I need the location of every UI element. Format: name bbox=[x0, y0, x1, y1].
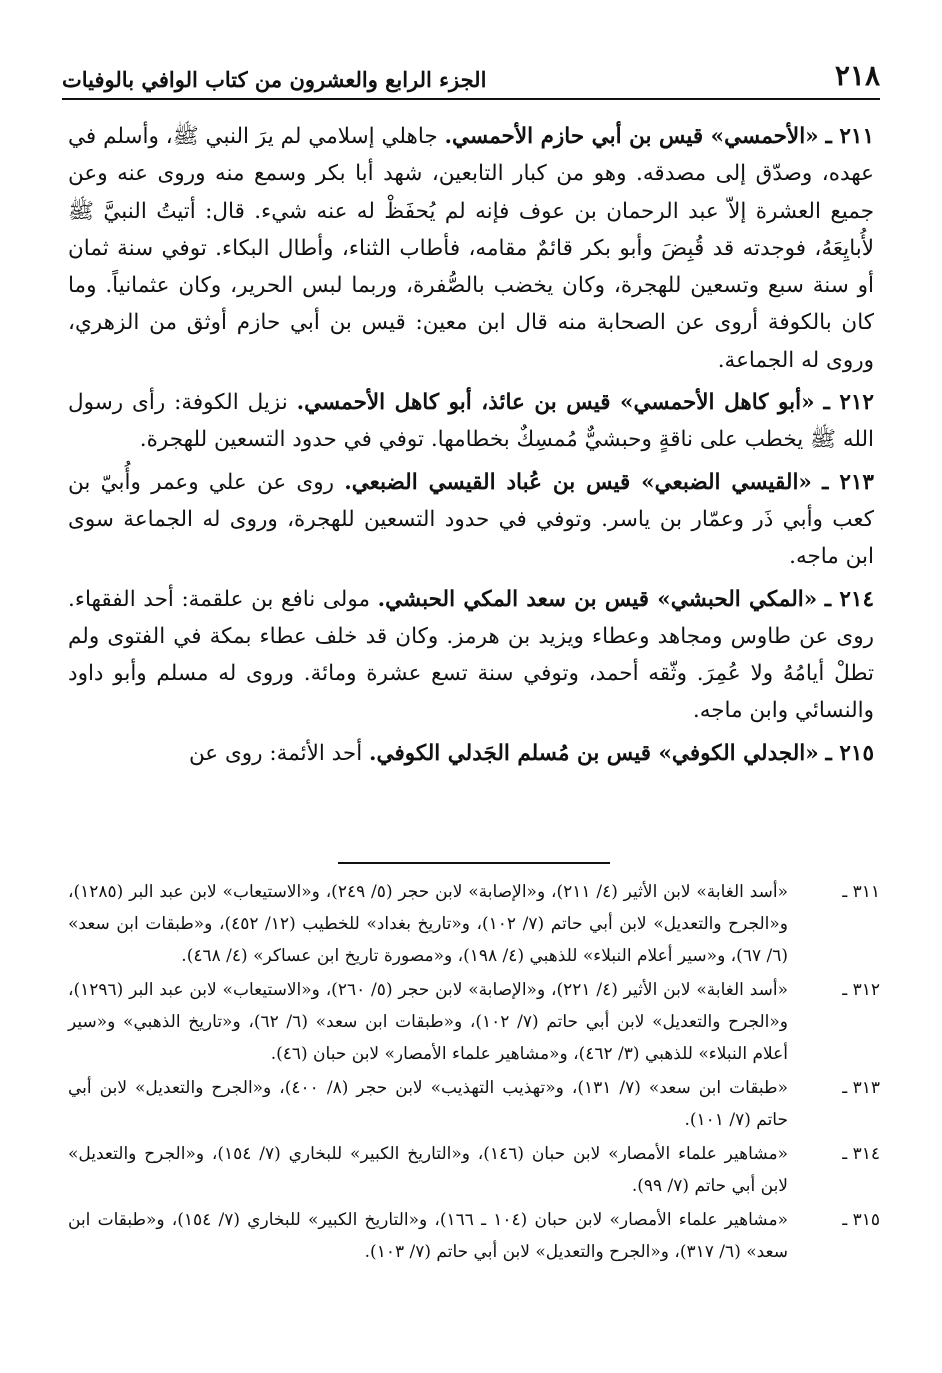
footnote-text: «أسد الغابة» لابن الأثير (٤/ ٢١١)، و«الإصابة» لابن حجر (٥/ ٢٤٩)، و«الاستيعاب» لابن عبد البر (١٢٨٥)، و«الجرح والتعديل» لابن أبي حاتم (٧/ ١٠٢)، و«تاريخ بغداد» للخطيب (١٢/ ٤٥٢)، و«طبقات ابن سعد» (٦/ ٦٧)، و«سير أعلام النبلاء» للذهبي (٤/ ١٩٨)، و«مصورة تاريخ ابن عساكر» (٤/ ٤٦٨). bbox=[68, 882, 788, 966]
entry-body: روى عن علي وعمر وأُبيّ بن كعب وأبي ذَر وعمّار بن ياسر. وتوفي في حدود التسعين للهجرة، وروى له الجماعة سوى ابن ماجه. bbox=[68, 469, 874, 570]
entry-213 bbox=[68, 464, 874, 576]
footnote-number: ٣١٥ ـ bbox=[842, 1210, 880, 1230]
page-header bbox=[62, 52, 880, 100]
footnote-number: ٣١١ ـ bbox=[842, 882, 880, 902]
entry-number: ٢١٢ ـ bbox=[823, 390, 874, 416]
footnote-text: «طبقات ابن سعد» (٧/ ١٣١)، و«تهذيب التهذيب» لابن حجر (٨/ ٤٠٠)، و«الجرح والتعديل» لابن أبي حاتم (٧/ ١٠١). bbox=[68, 1078, 788, 1130]
entry-number: ٢١٣ ـ bbox=[822, 469, 874, 495]
entry-body: مولى نافع بن علقمة: أحد الفقهاء. روى عن طاوس ومجاهد وعطاء ويزيد بن هرمز. وكان قد خلف عطاء بمكة في الفتوى ولم تطلْ أيامُهُ ولا عُمِرَ. وثّقه أحمد، وتوفي سنة تسع عشرة ومائة. وروى له مسلم وأبو داود والنسائي وابن ماجه. bbox=[68, 586, 874, 724]
footnote-311 bbox=[68, 876, 880, 972]
footnote-number: ٣١٣ ـ bbox=[842, 1078, 880, 1098]
entry-title: «أبو كاهل الأحمسي» قيس بن عائذ، أبو كاهل الأحمسي. bbox=[296, 390, 815, 416]
entry-body: أحد الأئمة: روى عن bbox=[188, 740, 363, 766]
footnote-separator bbox=[338, 862, 610, 864]
entry-211 bbox=[68, 118, 874, 379]
entry-number: ٢١١ ـ bbox=[825, 124, 874, 149]
footnote-312 bbox=[68, 974, 880, 1070]
entry-title: «القيسي الضبعي» قيس بن عُباد القيسي الضبعي. bbox=[344, 469, 812, 495]
entry-title: «الجدلي الكوفي» قيس بن مُسلم الجَدلي الكوفي. bbox=[369, 740, 819, 766]
footnote-number: ٣١٢ ـ bbox=[842, 980, 880, 1000]
footnote-text: «مشاهير علماء الأمصار» لابن حبان (١٠٤ ـ ١٦٦)، و«التاريخ الكبير» للبخاري (٧/ ١٥٤)، و«طبقات ابن سعد» (٦/ ٣١٧)، و«الجرح والتعديل» لابن أبي حاتم (٧/ ١٠٣). bbox=[68, 1210, 788, 1262]
entry-215 bbox=[68, 735, 874, 772]
footnote-text: «أسد الغابة» لابن الأثير (٤/ ٢٢١)، و«الإصابة» لابن حجر (٥/ ٢٦٠)، و«الاستيعاب» لابن عبد البر (١٢٩٦)، و«الجرح والتعديل» لابن أبي حاتم (٧/ ١٠٢)، و«طبقات ابن سعد» (٦/ ٦٢)، و«تاريخ الذهبي» و«سير أعلام النبلاء» للذهبي (٣/ ٤٦٢)، و«مشاهير علماء الأمصار» لابن حبان (٤٦). bbox=[68, 980, 789, 1064]
page-number: ٢١٨ bbox=[834, 59, 880, 92]
entry-212 bbox=[68, 384, 874, 459]
footnote-313 bbox=[68, 1072, 880, 1136]
entry-number: ٢١٤ ـ bbox=[824, 586, 874, 612]
footnote-number: ٣١٤ ـ bbox=[842, 1144, 880, 1164]
footnote-text: «مشاهير علماء الأمصار» لابن حبان (١٤٦)، و«التاريخ الكبير» للبخاري (٧/ ١٥٤)، و«الجرح والتعديل» لابن أبي حاتم (٧/ ٩٩). bbox=[68, 1144, 789, 1196]
entry-214 bbox=[68, 581, 874, 730]
main-text bbox=[68, 118, 874, 777]
footnote-315 bbox=[68, 1204, 880, 1268]
footnote-314 bbox=[68, 1138, 880, 1202]
entry-body: جاهلي إسلامي لم يرَ النبي ﷺ، وأسلم في عهده، وصدّق إلى مصدقه. وهو من كبار التابعين، شهد أبا بكر وسمع منه وروى عنه وعن جميع العشرة إلاّ عبد الرحمان بن عوف فإنه لم يُحفَظْ له عنه شيء. قال: أتيتُ النبيَّ ﷺ لأُبايِعَهُ، فوجدته قد قُبِضَ وأبو بكر قائمٌ مقامه، فأطاب الثناء، وأطال البكاء. توفي سنة ثمان أو سنة سبع وتسعين للهجرة، وكان يخضب بالصُّفرة، وربما لبس الحرير، وكان عثمانياً. وما كان بالكوفة أروى عن الصحابة منه قال ابن معين: قيس بن أبي حازم أوثق من الزهري، وروى له الجماعة. bbox=[68, 124, 874, 373]
entry-body: نزيل الكوفة: رأى رسول الله ﷺ يخطب على ناقةٍ وحبشيٌّ مُمسِكٌ بخطامها. توفي في حدود التسعين للهجرة. bbox=[68, 390, 874, 453]
entry-number: ٢١٥ ـ bbox=[825, 740, 874, 766]
footnotes bbox=[68, 876, 880, 1270]
entry-title: «الأحمسي» قيس بن أبي حازم الأحمسي. bbox=[444, 124, 819, 149]
running-title: الجزء الرابع والعشرون من كتاب الوافي بالوفيات bbox=[62, 67, 487, 92]
entry-title: «المكي الحبشي» قيس بن سعد المكي الحبشي. bbox=[377, 586, 818, 612]
